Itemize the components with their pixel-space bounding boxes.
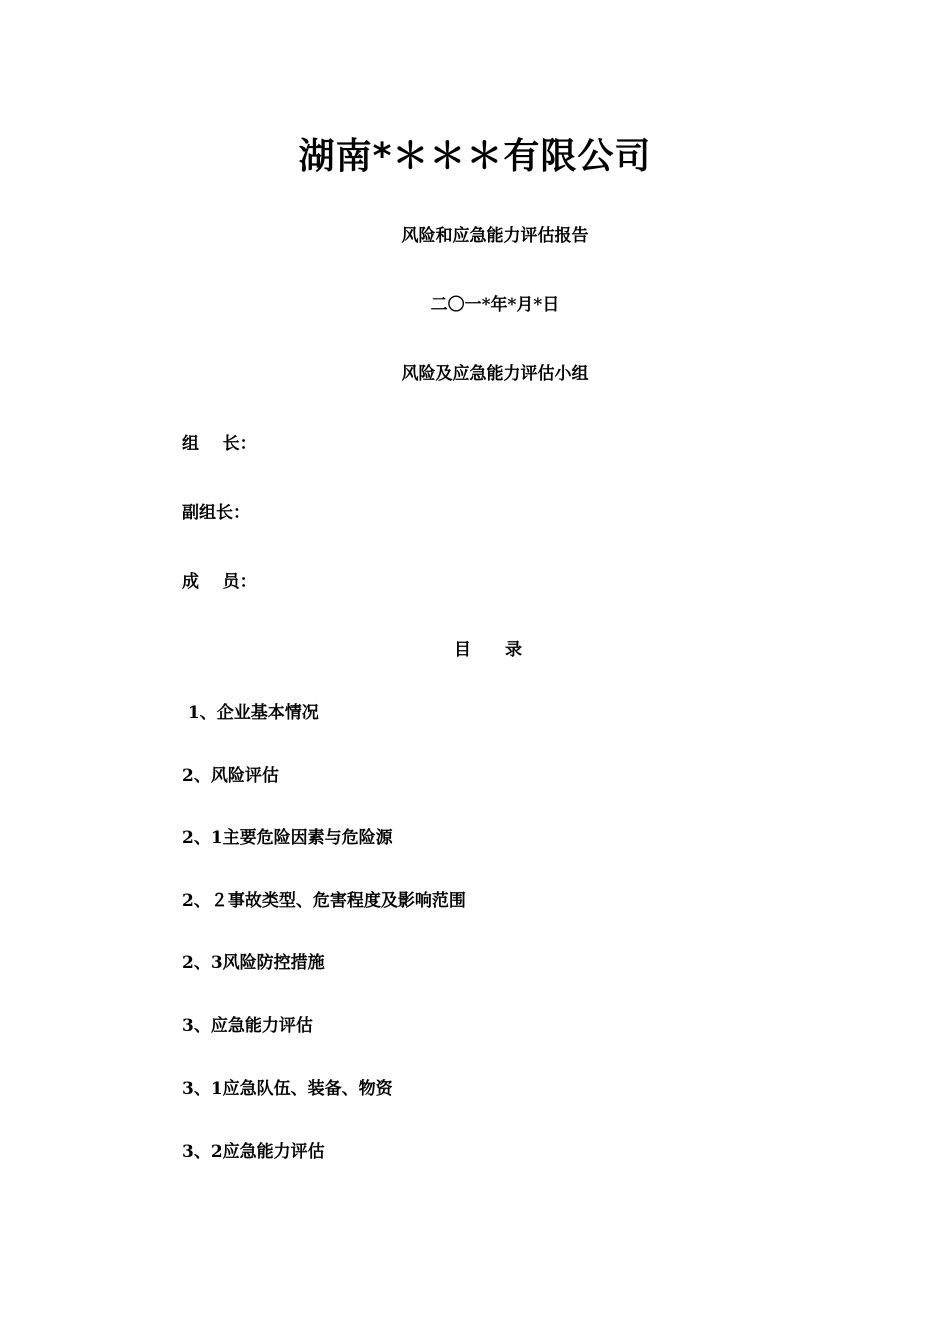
group-title: 风险及应急能力评估小组 (401, 364, 589, 384)
toc-item: 2、２事故类型、危害程度及影响范围 (182, 891, 466, 911)
toc-heading: 目 录 (454, 640, 536, 660)
toc-item: 2、3风险防控措施 (182, 953, 325, 973)
toc-item: 3、应急能力评估 (182, 1016, 313, 1036)
toc-item: 2、风险评估 (182, 766, 279, 786)
members-label: 成 员： (182, 572, 257, 592)
company-title: 湖南*＊＊＊有限公司 (298, 136, 652, 177)
toc-item: 3、1应急队伍、装备、物资 (182, 1079, 393, 1099)
leader-label: 组 长： (182, 434, 257, 454)
toc-item: 2、1主要危险因素与危险源 (182, 828, 393, 848)
report-title: 风险和应急能力评估报告 (401, 226, 589, 246)
deputy-label: 副组长： (182, 503, 250, 523)
toc-item: 3、2应急能力评估 (182, 1142, 325, 1162)
toc-item: 1、企业基本情况 (182, 703, 319, 723)
report-date: 二〇一*年*月*日 (430, 295, 560, 315)
